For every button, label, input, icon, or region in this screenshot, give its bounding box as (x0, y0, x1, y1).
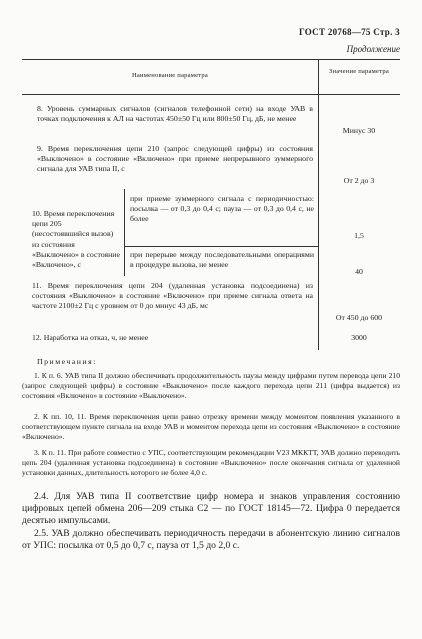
table-row-9-value: От 2 до 3 (343, 176, 375, 185)
table-column-divider (318, 59, 319, 350)
table-sub-divider-vertical (124, 189, 125, 276)
table-top-border (22, 59, 400, 60)
table-row-10-sub-2-text: при перерыве между последовательными операциями в процедуре вызова, не менее (130, 250, 314, 270)
table-row-8-value: Минус 30 (342, 126, 376, 135)
note-3: 3. К п. 11. При работе совместно с УПС, соответствующим рекомендации V23 МККТТ, УАВ должно переводить цепь 204 (удаленная установка подсоединена) в состояние «Выключено» после окончания сигнала от удаленной установки данных, длительность которого не более 4,0 с. (22, 448, 400, 477)
paragraph-2-4: 2.4. Для УАВ типа II соответствие цифр номера и знаков управления состоянию цифровых цепей обмена 206—209 стыка С2 — по ГОСТ 18145—72. Цифра 0 передается десятью импульсами. (22, 491, 400, 526)
table-row-11-text: 11. Время переключения цепи 204 (удаленная установка подсоединена) из состояния «Выключено» в состояние «Включено» при приеме сигнала ответа на частоте 2100±2 Гц с уровнем от 0 до минус 43 дБ, мс (32, 281, 313, 311)
table-row-8-text: 8. Уровень суммарных сигналов (сигналов телефонной сети) на входе УАВ в точках подключения к АЛ на частотах 450±50 Гц или 800±50 Гц, дБ, не менее (37, 104, 313, 124)
table-row-12-value: 3000 (351, 333, 367, 342)
table-row-9-text: 9. Время переключения цепи 210 (запрос следующей цифры) из состояния «Выключено» в состояние «Включено» при приеме непрерывного зуммерного сигнала для УАВ типа II, с (37, 144, 313, 174)
table-row-10-text: 10. Время переключения цепи 205 (несостоявшийся вызов) из состояния «Выключено» в состояние «Включено», с (32, 209, 120, 270)
table-row-10-sub-1-text: при приеме зуммерного сигнала с периодичностью: посылка — от 0,3 до 0,4 с; пауза — от 0,3 до 0,4 с, не более (130, 194, 314, 224)
table-row-10-sub-2-value: 40 (355, 267, 363, 276)
column-header-value: Значение параметра (329, 68, 389, 75)
table-row-11-value: От 450 до 600 (335, 313, 383, 322)
continuation-label: Продолжение (346, 44, 400, 54)
table-row-12-text: 12. Наработка на отказ, ч, не менее (32, 333, 149, 342)
table-sub-divider-horizontal (124, 246, 318, 247)
note-2: 2. К пп. 10, 11. Время переключения цепи равно отрезку времени между моментом появления указанного в соответствующем пункте сигнала на входе УАВ и моментом перехода цепи из состояния «Выключено» в состояние «Включено». (22, 412, 400, 441)
note-1: 1. К п. 6. УАВ типа II должно обеспечивать продолжительность паузы между цифрами путем перевода цепи 210 (запрос следующей цифры) в состояние «Выключено» после каждого перехода цепи 211 (цифра выдается) из состояния «Включено» в состояние «Выключено». (22, 371, 400, 400)
document-reference: ГОСТ 20768—75 Стр. 3 (298, 27, 400, 37)
column-header-parameter: Наименование параметра (131, 72, 209, 79)
table-row-10-sub-1-value: 1,5 (354, 231, 364, 240)
notes-title: Примечания: (37, 357, 97, 366)
paragraph-2-5: 2.5. УАВ должно обеспечивать периодичность передачи в абонентскую линию сигналов от УПС: посылка от 0,5 до 0,7 с, пауза от 1,5 до 2,0 с. (22, 528, 400, 551)
table-header-border (22, 94, 400, 95)
